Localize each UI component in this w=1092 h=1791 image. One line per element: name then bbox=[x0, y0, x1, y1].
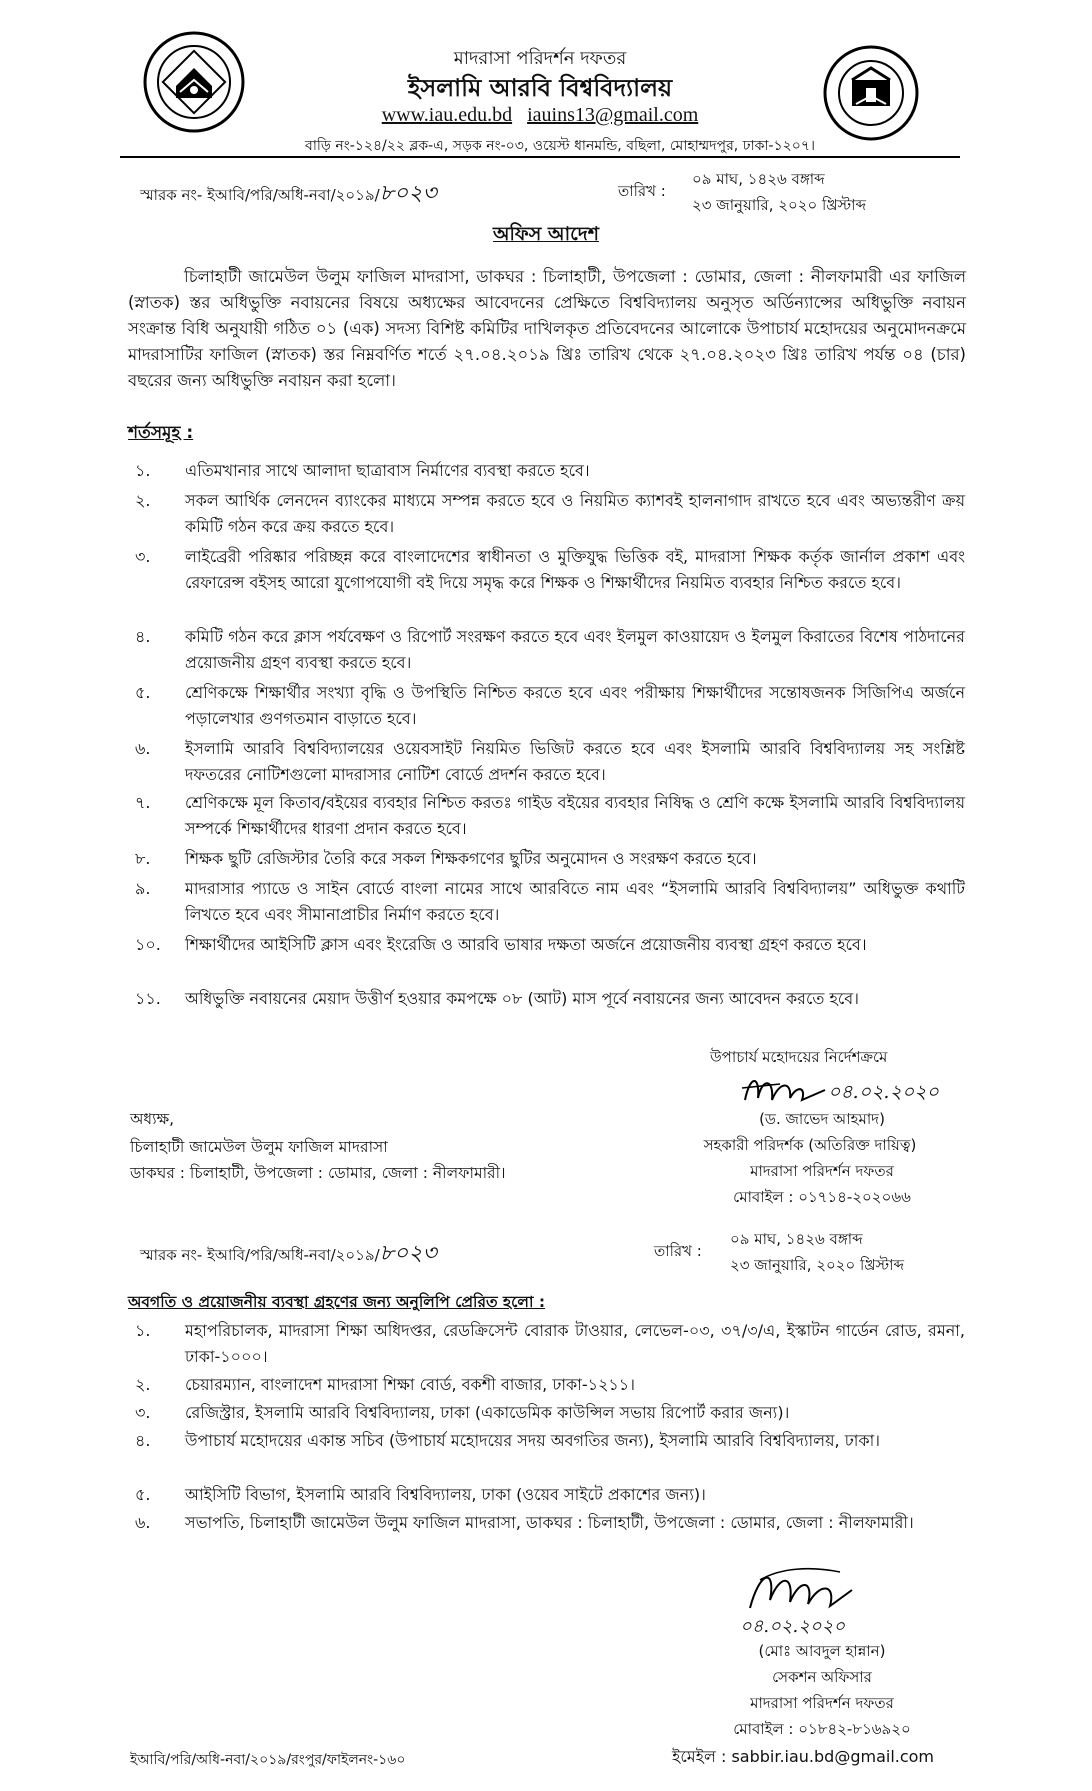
condition-number: ১১. bbox=[135, 989, 161, 1008]
copy-memo-ref-label: স্মারক নং- ইআবি/পরি/অধি-নবা/২০১৯/ bbox=[140, 1246, 380, 1264]
condition-text: শ্রেণিকক্ষে মূল কিতাব/বইয়ের ব্যবহার নিশ্চিত করতঃ গাইড বইয়ের ব্যবহার নিষিদ্ধ ও শ্রেণি কক্ষে ইসলামি আরবি বিশ্ববিদ্যালয় সম্পর্কে শিক্ষার্থীদের ধারণা প্রদান করতে হবে। bbox=[185, 793, 965, 838]
condition-text: ইসলামি আরবি বিশ্ববিদ্যালয়ের ওয়েবসাইট নিয়মিত ভিজিট করতে হবে এবং ইসলামি আরবি বিশ্ববিদ্যালয় সহ সংশ্লিষ্ট দফতরের নোটিশগুলো মাদরাসার নোটিশ বোর্ডে প্রদর্শন করতে হবে। bbox=[185, 739, 965, 784]
condition-item bbox=[135, 736, 965, 788]
copy-item bbox=[135, 1510, 965, 1536]
condition-text: এতিমখানার সাথে আলাদা ছাত্রাবাস নির্মাণের ব্যবস্থা করতে হবে। bbox=[185, 461, 590, 480]
signatory-2-mobile: মোবাইল : ০১৮৪২-৮১৬৯২০ bbox=[733, 1720, 911, 1738]
copy-number: ৫. bbox=[135, 1485, 151, 1504]
memo-date-bangla: ০৯ মাঘ, ১৪২৬ বঙ্গাব্দ bbox=[692, 170, 825, 188]
signatory-1-designation: সহকারী পরিদর্শক (অতিরিক্ত দায়িত্ব) bbox=[703, 1136, 917, 1154]
condition-item bbox=[135, 932, 965, 958]
madrasa-emblem-logo bbox=[822, 44, 920, 142]
copy-number: ১. bbox=[135, 1321, 151, 1340]
condition-item bbox=[135, 846, 965, 872]
copy-text: মহাপরিচালক, মাদরাসা শিক্ষা অধিদপ্তর, রেডক্রিসেন্ট বোরাক টাওয়ার, লেভেল-০৩, ৩৭/৩/এ, ইস্কাটন গার্ডেন রোড, রমনা, ঢাকা-১০০০। bbox=[185, 1321, 965, 1366]
copy-number: ৬. bbox=[135, 1513, 151, 1532]
body-paragraph: চিলাহাটী জামেউল উলুম ফাজিল মাদরাসা, ডাকঘর : চিলাহাটী, উপজেলা : ডোমার, জেলা : নীলফামারী এর ফাজিল (স্নাতক) স্তর অধিভুক্তি নবায়নের বিষয়ে অধ্যক্ষের আবেদনের প্রেক্ষিতে বিশ্ববিদ্যালয় অনুসৃত অর্ডিন্যান্সের অধিভুক্তি নবায়ন সংক্রান্ত বিধি অনুযায়ী গঠিত ০১ (এক) সদস্য বিশিষ্ট কমিটির দাখিলকৃত প্রতিবেদনের আলোকে উপাচার্য মহোদয়ের অনুমোদনক্রমে মাদরাসাটির ফাজিল (স্নাতক) স্তর নিম্নবর্ণিত শর্তে ২৭.০৪.২০১৯ খ্রিঃ তারিখ থেকে ২৭.০৪.২০২৩ খ্রিঃ তারিখ পর্যন্ত ০৪ (চার) বছরের জন্য অধিভুক্তি নবায়ন করা হলো। bbox=[128, 267, 966, 390]
address-line: বাড়ি নং-১২৪/২২ ব্লক-এ, সড়ক নং-০৩, ওয়েস্ট ধানমন্ডি, বছিলা, মোহাম্মদপুর, ঢাকা-১২০৭। bbox=[305, 138, 815, 154]
condition-number: ৩. bbox=[135, 547, 151, 566]
copy-text: আইসিটি বিভাগ, ইসলামি আরবি বিশ্ববিদ্যালয়, ঢাকা (ওয়েব সাইটে প্রকাশের জন্য)। bbox=[185, 1485, 706, 1504]
condition-item bbox=[135, 986, 965, 1012]
recipient-institution: চিলাহাটী জামেউল উলুম ফাজিল মাদরাসা bbox=[130, 1138, 388, 1156]
copy-text: রেজিস্ট্রার, ইসলামি আরবি বিশ্ববিদ্যালয়, ঢাকা (একাডেমিক কাউন্সিল সভায় রিপোর্ট করার জন্য)। bbox=[185, 1403, 790, 1422]
condition-item bbox=[135, 544, 965, 596]
condition-text: মাদরাসার প্যাডে ও সাইন বোর্ডে বাংলা নামের সাথে আরবিতে নাম এবং “ইসলামি আরবি বিশ্ববিদ্যালয়” অধিভুক্ত কথাটি লিখতে হবে এবং সীমানাপ্রাচীর নির্মাণ করতে হবে। bbox=[185, 879, 965, 924]
condition-number: ৭. bbox=[135, 793, 151, 812]
memo-date-english: ২৩ জানুয়ারি, ২০২০ খ্রিস্টাব্দ bbox=[692, 196, 866, 214]
condition-item bbox=[135, 876, 965, 928]
copy-number: ২. bbox=[135, 1375, 151, 1394]
footer-file-ref: ইআবি/পরি/অধি-নবা/২০১৯/রংপুর/ফাইলনং-১৬০ bbox=[130, 1752, 406, 1768]
header-divider bbox=[120, 156, 960, 158]
copy-number: ৪. bbox=[135, 1431, 151, 1450]
conditions-heading: শর্তসমূহ : bbox=[128, 423, 194, 443]
condition-number: ৮. bbox=[135, 849, 151, 868]
memo-ref-handwritten: ৮০২৩ bbox=[379, 181, 437, 206]
page-title: অফিস আদেশ bbox=[493, 223, 599, 245]
condition-item bbox=[135, 488, 965, 540]
condition-number: ১. bbox=[135, 461, 151, 480]
condition-text: লাইব্রেরী পরিষ্কার পরিচ্ছন্ন করে বাংলাদেশের স্বাধীনতা ও মুক্তিযুদ্ধ ভিত্তিক বই, মাদরাসা শিক্ষক কর্তৃক জার্নাল প্রকাশ এবং রেফারেন্স বইসহ আরো যুগোপযোগী বই দিয়ে সমৃদ্ধ করে শিক্ষক ও শিক্ষার্থীদের নিয়মিত ব্যবহার নিশ্চিত করতে হবে। bbox=[185, 547, 965, 592]
copy-heading: অবগতি ও প্রয়োজনীয় ব্যবস্থা গ্রহণের জন্য অনুলিপি প্রেরিত হলো : bbox=[128, 1293, 546, 1311]
copy-memo-date-bangla: ০৯ মাঘ, ১৪২৬ বঙ্গাব্দ bbox=[730, 1230, 863, 1248]
contact-line bbox=[260, 104, 820, 127]
signature-1-date: ০৪.০২.২০২০ bbox=[828, 1081, 939, 1103]
copy-text: চেয়ারম্যান, বাংলাদেশ মাদরাসা শিক্ষা বোর্ড, বকশী বাজার, ঢাকা-১২১১। bbox=[185, 1375, 635, 1394]
condition-number: ২. bbox=[135, 491, 151, 510]
condition-text: শিক্ষার্থীদের আইসিটি ক্লাস এবং ইংরেজি ও আরবি ভাষার দক্ষতা অর্জনে প্রয়োজনীয় ব্যবস্থা গ্রহণ করতে হবে। bbox=[185, 935, 867, 954]
copy-item bbox=[135, 1400, 965, 1426]
copy-text: সভাপতি, চিলাহাটী জামেউল উলুম ফাজিল মাদরাসা, ডাকঘর : চিলাহাটী, উপজেলা : ডোমার, জেলা : নীলফামারী। bbox=[185, 1513, 914, 1532]
condition-number: ১০. bbox=[135, 935, 161, 954]
copy-item bbox=[135, 1318, 965, 1370]
condition-number: ৯. bbox=[135, 879, 151, 898]
condition-text: শিক্ষক ছুটি রেজিস্টার তৈরি করে সকল শিক্ষকগণের ছুটির অনুমোদন ও সংরক্ষণ করতে হবে। bbox=[185, 849, 757, 868]
condition-text: অধিভুক্তি নবায়নের মেয়াদ উত্তীর্ণ হওয়ার কমপক্ষে ০৮ (আট) মাস পূর্বে নবায়নের জন্য আবেদন করতে হবে। bbox=[185, 989, 859, 1008]
recipient-address: ডাকঘর : চিলাহাটী, উপজেলা : ডোমার, জেলা : নীলফামারী। bbox=[130, 1164, 506, 1182]
condition-item bbox=[135, 790, 965, 842]
condition-item bbox=[135, 624, 965, 676]
email-link[interactable]: iauins13@gmail.com bbox=[527, 104, 699, 126]
signature-2-date: ০৪.০২.২০২০ bbox=[740, 1616, 846, 1637]
copy-item bbox=[135, 1482, 965, 1508]
copy-item bbox=[135, 1372, 965, 1398]
memo-date-label: তারিখ : bbox=[618, 182, 666, 200]
signatory-2-email[interactable]: ইমেইল : sabbir.iau.bd@gmail.com bbox=[672, 1747, 935, 1766]
website-link[interactable]: www.iau.edu.bd bbox=[381, 104, 513, 126]
recipient-title: অধ্যক্ষ, bbox=[130, 1110, 175, 1128]
copy-number: ৩. bbox=[135, 1403, 151, 1422]
condition-number: ৫. bbox=[135, 683, 151, 702]
condition-text: সকল আর্থিক লেনদেন ব্যাংকের মাধ্যমে সম্পন্ন করতে হবে ও নিয়মিত ক্যাশবই হালনাগাদ রাখতে হবে এবং অভ্যন্তরীণ ক্রয় কমিটি গঠন করে ক্রয় করতে হবে। bbox=[185, 491, 965, 536]
copy-memo-ref-handwritten: ৮০২৩ bbox=[379, 1241, 437, 1266]
copy-memo-date-english: ২৩ জানুয়ারি, ২০২০ খ্রিস্টাব্দ bbox=[730, 1256, 904, 1274]
handwritten-signature-1 bbox=[740, 1070, 830, 1110]
condition-number: ৬. bbox=[135, 739, 151, 758]
condition-number: ৪. bbox=[135, 627, 151, 646]
copy-item bbox=[135, 1428, 965, 1454]
condition-text: শ্রেণিকক্ষে শিক্ষার্থীর সংখ্যা বৃদ্ধি ও উপস্থিতি নিশ্চিত করতে হবে এবং পরীক্ষায় শিক্ষার্থীদের সন্তোষজনক সিজিপিএ অর্জনে পড়ালেখার গুণগতমান বাড়াতে হবে। bbox=[185, 683, 965, 728]
condition-text: কমিটি গঠন করে ক্লাস পর্যবেক্ষণ ও রিপোর্ট সংরক্ষণ করতে হবে এবং ইলমুল কাওয়ায়েদ ও ইলমুল কিরাতের বিশেষ পাঠদানের প্রয়োজনীয় গ্রহণ ব্যবস্থা করতে হবে। bbox=[185, 627, 965, 672]
signatory-1-mobile: মোবাইল : ০১৭১৪-২০২০৬৬ bbox=[733, 1188, 911, 1206]
office-name: মাদরাসা পরিদর্শন দফতর bbox=[453, 48, 627, 69]
university-logo bbox=[142, 30, 246, 134]
signatory-1-name: (ড. জাভেদ আহমাদ) bbox=[759, 1110, 885, 1128]
condition-item bbox=[135, 680, 965, 732]
signatory-1-office: মাদরাসা পরিদর্শন দফতর bbox=[750, 1162, 894, 1180]
signatory-2-name: (মোঃ আবদুল হান্নান) bbox=[758, 1642, 886, 1660]
signatory-2-office: মাদরাসা পরিদর্শন দফতর bbox=[750, 1694, 894, 1712]
directive-text: উপাচার্য মহোদয়ের নির্দেশক্রমে bbox=[710, 1048, 888, 1066]
copy-text: উপাচার্য মহোদয়ের একান্ত সচিব (উপাচার্য মহোদয়ের সদয় অবগতির জন্য), ইসলামি আরবি বিশ্ববিদ্যালয়, ঢাকা। bbox=[185, 1431, 880, 1450]
signatory-2-designation: সেকশন অফিসার bbox=[772, 1668, 872, 1686]
university-name: ইসলামি আরবি বিশ্ববিদ্যালয় bbox=[407, 74, 673, 102]
condition-item bbox=[135, 458, 965, 484]
memo-ref-label: স্মারক নং- ইআবি/পরি/অধি-নবা/২০১৯/ bbox=[140, 186, 380, 204]
memo-ref bbox=[140, 176, 437, 213]
copy-memo-date-label: তারিখ : bbox=[654, 1242, 702, 1260]
copy-memo-ref bbox=[140, 1236, 437, 1273]
